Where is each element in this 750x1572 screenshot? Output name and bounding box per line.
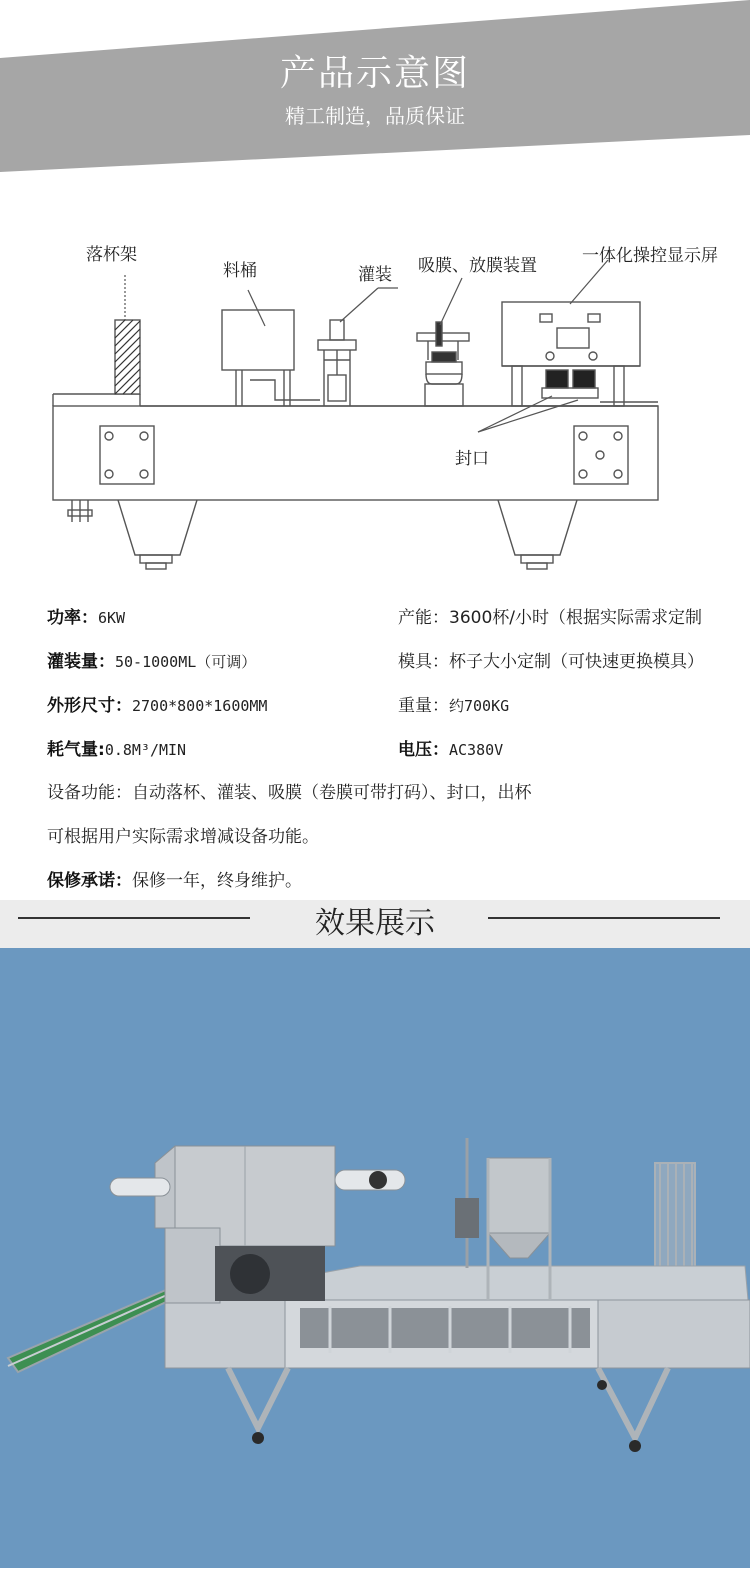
- label-hopper: 料桶: [223, 261, 257, 281]
- left-leg: [68, 500, 197, 569]
- photo-cup-rack: [655, 1163, 695, 1268]
- spec-air: 耗气量:0.8M³/MIN: [47, 740, 187, 760]
- cup-rack: [115, 320, 140, 394]
- spec-dimensions: 外形尺寸：2700*800*1600MM: [47, 696, 268, 716]
- header-band: [0, 0, 750, 190]
- spec-functions-line1: 设备功能：自动落杯、灌装、吸膜（卷膜可带打码）、封口，出杯: [47, 783, 532, 803]
- control-panel: [502, 302, 640, 406]
- section-divider: [0, 900, 750, 948]
- machine-body: [53, 406, 658, 500]
- spec-mold: 模具：杯子大小定制（可快速更换模具）: [398, 652, 704, 672]
- page-title: 产品示意图: [279, 53, 470, 94]
- page-subtitle: 精工制造，品质保证: [285, 104, 465, 128]
- spec-warranty: 保修承诺：保修一年，终身维护。: [47, 871, 302, 891]
- spec-voltage: 电压：AC380V: [398, 740, 504, 760]
- machine-schematic: [0, 230, 750, 600]
- conveyor: [8, 1286, 183, 1372]
- spec-power: 功率：6KW: [47, 608, 126, 628]
- spec-weight: 重量：约700KG: [398, 696, 510, 716]
- filling-unit: [318, 320, 356, 406]
- spec-capacity: 产能：3600杯/小时（根据实际需求定制: [398, 608, 702, 628]
- label-sealing: 封口: [455, 449, 489, 469]
- spec-fill-volume: 灌装量：50-1000ML（可调）: [47, 652, 257, 672]
- machine-illustration: [0, 948, 750, 1568]
- right-leg: [498, 500, 577, 569]
- photo-legs: [228, 1368, 668, 1438]
- label-filling: 灌装: [358, 265, 392, 285]
- sealing-housing: [155, 1146, 335, 1303]
- product-photo: [0, 948, 750, 1568]
- label-cup-rack: 落杯架: [86, 245, 137, 265]
- spec-functions-line2: 可根据用户实际需求增减设备功能。: [47, 827, 319, 847]
- hopper: [222, 310, 320, 406]
- photo-filler: [455, 1138, 479, 1268]
- film-device: [417, 322, 469, 406]
- divider-rule-right: [488, 917, 720, 919]
- label-film-device: 吸膜、放膜装置: [418, 256, 537, 276]
- label-control-panel: 一体化操控显示屏: [582, 246, 718, 266]
- section-title: 效果展示: [315, 906, 435, 941]
